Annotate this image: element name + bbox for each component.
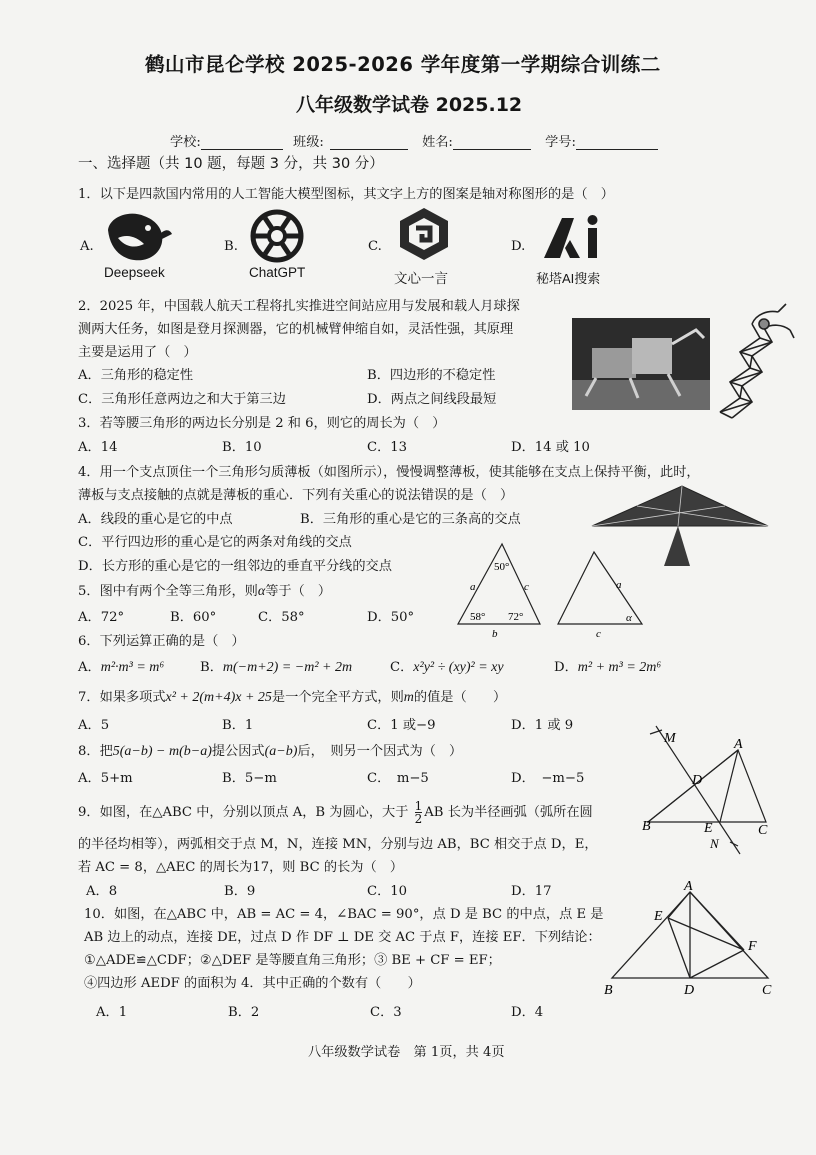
q10-line3: ①△ADE≌△CDF；②△DEF 是等腰直角三角形；③ BE + CF = EF； [84,953,501,968]
q6-a-expr: m²·m³ = m⁶ [100,660,165,675]
q5-congruent-triangles-figure [452,540,652,644]
q7-stem-b: 是一个完全平方式，则 [271,690,404,705]
page-footer: 八年级数学试卷 第 1页，共 4页 [308,1045,505,1060]
q2-option-b: B．四边形的不稳定性 [367,368,496,383]
info-fields [170,131,658,150]
q9-label-e: E [704,821,713,836]
q9-frac-num: 1 [414,799,423,813]
q7-m: m [403,690,414,705]
q5-stem-text: 5．图中有两个全等三角形，则 [78,584,258,599]
class-label: 班级: [293,135,324,150]
q10-option-d: D．4 [511,1005,544,1020]
q6-stem: 6．下列运算正确的是（ ） [78,634,245,649]
q4-option-a: A．线段的重心是它的中点 [78,512,233,527]
q5-option-b: B．60° [170,610,217,625]
q6-d-expr: m² + m³ = 2m⁶ [577,660,662,675]
q5-stem-tail: 等于（ ） [265,584,332,599]
name-label: 姓名: [422,135,453,150]
q9-label-d: D [692,773,703,788]
q9-option-b: B．9 [224,884,256,899]
q8-option-a: A．5+m [78,771,133,786]
q9-option-d: D．17 [511,884,552,899]
q4-option-b: B．三角形的重心是它的三条高的交点 [300,512,521,527]
section-heading: 一、选择题（共 10 题，每题 3 分，共 30 分） [78,156,384,172]
q1-option-d-letter: D. [511,239,526,254]
q4-option-d: D．长方形的重心是它的一组邻边的垂直平分线的交点 [78,559,392,574]
q10-label-f: F [748,939,757,954]
whale-icon [104,208,174,268]
q6-option-a [78,656,164,676]
school-label: 学校: [170,135,201,150]
q1-option-b-caption: ChatGPT [249,265,306,280]
q6-a-letter: A． [78,660,101,675]
q9-label-n: N [710,836,719,851]
q9-line1b: AB 长为半径画弧（弧所在圆 [424,805,593,820]
q2-line3: 主要是运用了（ ） [78,345,197,360]
q5-alpha-mark: α [626,612,632,624]
q2-line2: 测两大任务，如图是登月探测器，它的机械臂伸缩自如，灵活性强，其原理 [78,322,514,337]
page-subtitle: 八年级数学试卷 2025.12 [296,94,523,116]
q9-line1 [78,800,593,825]
q8-stem [78,740,462,760]
q1-option-c-caption: 文心一言 [394,271,448,286]
q5-stem [78,580,331,600]
q4-line1: 4．用一个支点顶住一个三角形匀质薄板（如图所示），慢慢调整薄板，使其能够在支点上保持平衡，此时， [78,465,700,480]
q5-side-c1: c [524,581,529,593]
q4-option-c: C．平行四边形的重心是它的两条对角线的交点 [78,535,352,550]
q10-triangle-figure [598,880,782,1004]
q5-option-c: C．58° [258,610,305,625]
q6-option-d [554,656,661,676]
q9-line2: 的半径均相等），两弧相交于点 M，N，连接 MN，分别与边 AB，BC 相交于点 D，E， [78,837,598,852]
q3-stem: 3．若等腰三角形的两边长分别是 2 和 6，则它的周长为（ ） [78,416,446,431]
lunar-lander-photo [572,318,710,410]
class-field[interactable] [330,136,408,150]
q5-angle-right: 72° [508,611,524,623]
q9-frac-den: 2 [414,812,423,826]
q9-option-c: C．10 [367,884,408,899]
q1-option-d-caption: 秘塔AI搜索 [536,271,601,286]
q8-option-c: C． m−5 [367,771,429,786]
id-field[interactable] [576,136,658,150]
q5-side-c2: c [596,628,601,640]
q9-triangle-figure [636,722,786,862]
q1-stem: 1．以下是四款国内常用的人工智能大模型图标，其文字上方的图案是轴对称图形的是（ ） [78,187,614,202]
q8-expr1: 5(a−b) − m(b−a) [112,744,212,759]
q8-option-b: B．5−m [222,771,277,786]
q6-option-c [390,656,504,676]
q8-stem-a: 8．把 [78,744,113,759]
q5-option-d: D．50° [367,610,415,625]
q2-option-a: A．三角形的稳定性 [78,368,194,383]
q8-stem-b: 提公因式 [211,744,265,759]
q10-line1: 10．如图，在△ABC 中，AB = AC = 4，∠BAC = 90°，点 D 是 BC 的中点，点 E 是 [84,907,604,922]
q3-option-c: C．13 [367,440,408,455]
q10-label-c: C [762,983,772,998]
q7-option-a: A．5 [78,718,110,733]
q9-option-a: A．8 [86,884,118,899]
q3-option-b: B．10 [222,440,262,455]
q1-option-c-letter: C. [368,239,382,254]
ai-logo-icon [540,212,606,266]
q9-line1a: 9．如图，在△ABC 中，分别以顶点 A，B 为圆心，大于 [78,805,409,820]
q10-label-b: B [604,983,613,998]
q1-option-b-letter: B. [224,239,238,254]
q10-line2: AB 边上的动点，连接 DE，过点 D 作 DF ⊥ DE 交 AC 于点 F，连接 EF．下列结论： [84,930,601,945]
q10-label-e: E [654,909,663,924]
q7-stem-c: 的值是（ ） [413,690,507,705]
q5-angle-left: 58° [470,611,486,623]
q7-stem-a: 7．如果多项式 [78,690,166,705]
school-field[interactable] [201,136,283,150]
q10-option-a: A．1 [96,1005,128,1020]
q8-expr2: (a−b) [264,744,298,759]
hexagon-logo-icon [396,206,452,266]
q3-option-d: D．14 或 10 [511,440,590,455]
q9-fraction [415,800,423,825]
q7-option-b: B．1 [222,718,254,733]
q10-label-d: D [684,983,695,998]
q7-stem [78,686,506,706]
q2-line1: 2．2025 年，中国载人航天工程将扎实推进空间站应用与发展和载人月球探 [78,299,520,314]
page-title: 鹤山市昆仑学校 2025-2026 学年度第一学期综合训练二 [145,53,661,76]
q6-b-letter: B． [200,660,223,675]
q9-label-b: B [642,819,651,834]
q7-option-d: D．1 或 9 [511,718,574,733]
q6-c-expr: x²y² ÷ (xy)² = xy [413,660,504,675]
q2-option-c: C．三角形任意两边之和大于第三边 [78,392,286,407]
q9-label-c: C [758,823,768,838]
q6-b-expr: m(−m+2) = −m² + 2m [222,660,353,675]
q10-line4: ④四边形 AEDF 的面积为 4．其中正确的个数有（ ） [84,976,421,991]
q8-stem-c: 后， 则另一个因式为（ ） [297,744,463,759]
q6-option-b [200,656,352,676]
q10-label-a: A [684,880,693,894]
q8-option-d: D． −m−5 [511,771,585,786]
q9-label-m: M [664,731,676,746]
robotic-arm-figure [706,302,796,426]
q7-expr: x² + 2(m+4)x + 25 [165,690,272,705]
q9-label-a: A [734,737,743,752]
q10-option-b: B．2 [228,1005,260,1020]
q5-side-a2: a [616,579,622,591]
q9-line3: 若 AC = 8，△AEC 的周长为17，则 BC 的长为（ ） [78,860,404,875]
q4-line2: 薄板与支点接触的点就是薄板的重心．下列有关重心的说法错误的是（ ） [78,488,514,503]
q5-option-a: A．72° [78,610,125,625]
name-field[interactable] [453,136,531,150]
q5-side-b1: b [492,628,498,640]
q5-side-a1: a [470,581,476,593]
q1-option-a-letter: A. [80,239,94,254]
q3-option-a: A．14 [78,440,118,455]
q6-c-letter: C． [390,660,414,675]
q1-option-a-caption: Deepseek [104,265,165,280]
q6-d-letter: D． [554,660,578,675]
q5-angle-top: 50° [494,561,510,573]
id-label: 学号: [545,135,576,150]
q5-alpha: α [257,584,266,599]
knot-logo-icon [245,206,309,270]
q10-option-c: C．3 [370,1005,402,1020]
q2-option-d: D．两点之间线段最短 [367,392,497,407]
q7-option-c: C．1 或−9 [367,718,436,733]
